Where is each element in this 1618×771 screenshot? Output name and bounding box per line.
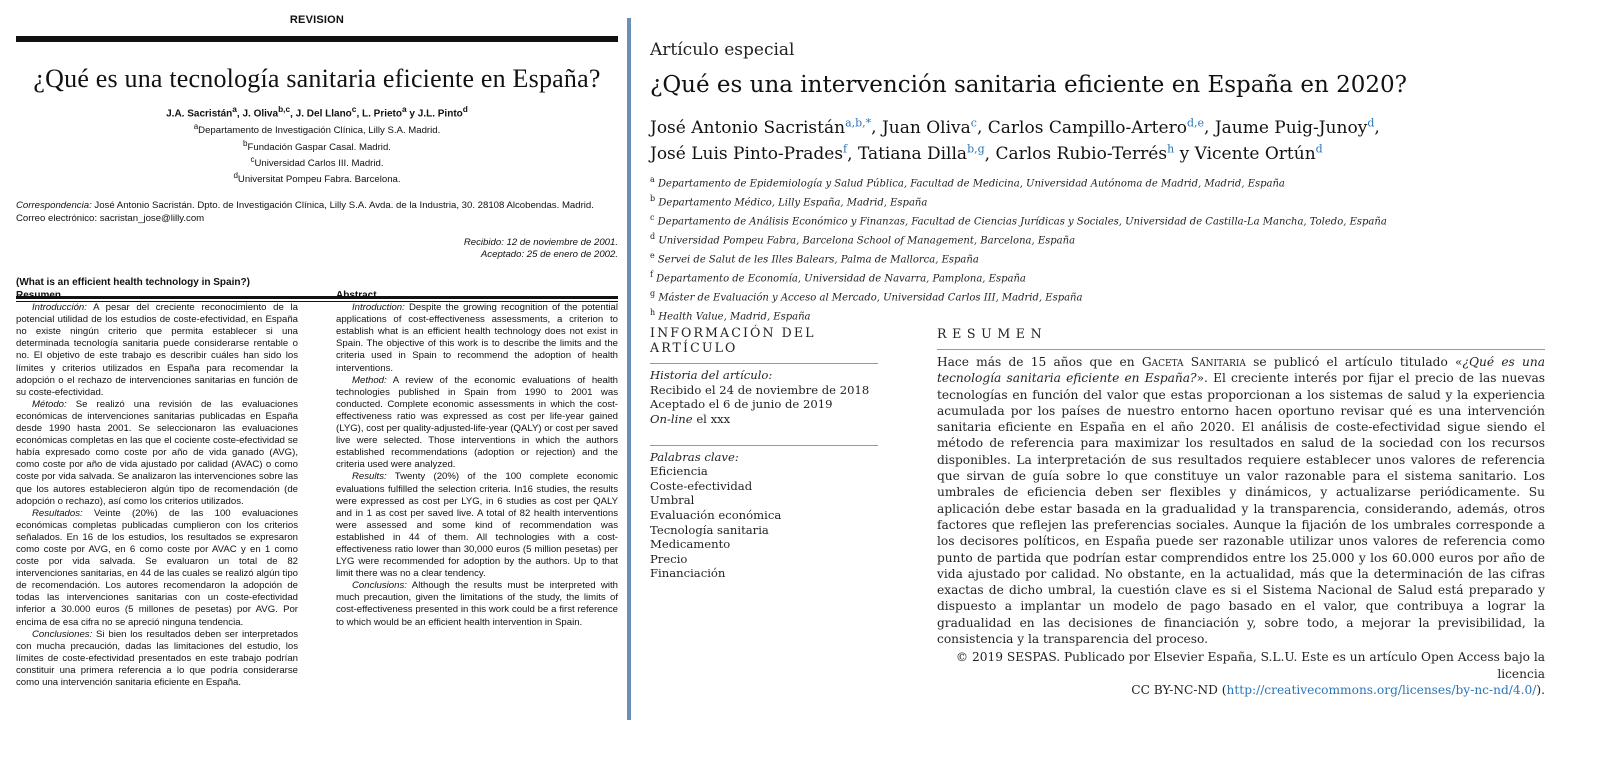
affiliation: $^e$ Servei de Salut de les Illes Balears, Palma de Mallorca, España	[650, 251, 979, 266]
divider-line	[650, 445, 878, 446]
author: Jaume Puig-Junoy$^d$	[1214, 116, 1375, 138]
left-paper-page	[16, 0, 618, 771]
keyword: Umbral	[650, 493, 695, 508]
keyword: Coste-efectividad	[650, 478, 753, 493]
right-paper-title: ¿Qué es una intervención sanitaria eficiente en España en 2020?	[650, 72, 1407, 98]
author: Tatiana Dilla$^{b,g}$	[857, 142, 985, 165]
english-title: (What is an efficient health technology in Spain?)	[16, 277, 250, 289]
resumen-paragraph: Método: Se realizó una revisión de las evaluaciones económicas de intervenciones sanitarias publicadas en España desde 1990 hasta 2001. Se seleccionaron las evaluaciones económicas completas en las que el cociente coste-efectividad se había expresado como coste por año de vida ganado (AVG), como coste por año de vida ajustado por calidad (AVAC) o como coste por vida salvada. Se analizaron las intervenciones sobre las que los autores establecieron algún tipo de recomendación (de adopción o rechazo), así como los criterios utilizados.	[16, 398, 298, 507]
license-link[interactable]: http://creativecommons.org/licenses/by-nc-nd/4.0/	[1226, 682, 1537, 697]
left-paper-authors: J.A. Sacristán$^a$, J. Oliva$^{b,c}$, J. Del Llano$^c$, L. Prieto$^a$ y J.L. Pinto$^d$	[166, 104, 468, 120]
article-info-heading: INFORMACIÓN DEL ARTÍCULO	[650, 325, 816, 355]
keyword: Financiación	[650, 566, 726, 581]
header-rule	[16, 36, 618, 42]
keyword: Precio	[650, 551, 688, 566]
abstract-paragraph: Method: A review of the economic evaluations of health technologies published in Spain from 1990 to 2001 was conducted. Complete economic assessments in which the cost-effectiveness ratio was expressed as cost per life-year gained (LYG), cost per quality-adjusted-life-year (QALY) or cost per saved live were selected. Those interventions in which the authors established recommendations (adoption or rejection) and the criteria used were analyzed.	[336, 374, 618, 471]
left-dates: Recibido: 12 de noviembre de 2001. Aceptado: 25 de enero de 2002.	[463, 237, 618, 261]
abstract-paragraph: Introduction: Despite the growing recognition of the potential applications of cost-effectiveness assessments, a criterion to establish what is an efficient health technology does not exist in Spain. The objective of this work is to describe the limits and the criteria used in Spain to recommend the adoption of health interventions.	[336, 302, 618, 374]
resumen-section	[937, 326, 1545, 698]
left-abstract-columns	[16, 290, 618, 689]
divider-line	[937, 349, 1545, 350]
right-paper-page	[650, 0, 1545, 771]
copyright-notice: © 2019 SESPAS. Publicado por Elsevier España, S.L.U. Este es un artículo Open Access bajo la licencia CC BY-NC-ND (http://creativecommons.org/licenses/by-nc-nd/4.0/).	[955, 650, 1545, 697]
right-paper-affiliations	[650, 173, 1545, 324]
section-label: REVISION	[289, 14, 345, 26]
resumen-paragraph: Introducción: A pesar del creciente reconocimiento de la potencial utilidad de los estudios de coste-efectividad, en España no existe ningún criterio que permita establecer si una determinada tecnología sanitaria puede considerarse rentable o no. El objetivo de este trabajo es describir cuáles han sido los límites y criterios utilizados en España para recomendar la adopción o el rechazo de intervenciones sanitarias en función de su coste-efectividad.	[16, 302, 298, 398]
abstract-paragraph: Conclusions: Although the results must be interpreted with much precaution, given the limitations of the study, the limits of cost-effectiveness presented in this work could be a first reference to which would be an efficient health intervention in Spain.	[336, 580, 618, 628]
keyword: Tecnología sanitaria	[650, 522, 769, 537]
affiliation: $^c$ Departamento de Análisis Económico y Finanzas, Facultad de Ciencias Jurídicas y Sociales, Universidad de Castilla-La Mancha, Toledo, España	[650, 213, 1387, 228]
resumen-column	[16, 290, 298, 689]
received-date: Recibido el 24 de noviembre de 2018	[650, 382, 870, 397]
affiliation: $^b$Fundación Gaspar Casal. Madrid.	[243, 138, 391, 153]
article-info	[650, 326, 878, 581]
right-paper-authors: José Antonio Sacristán$^{a,b,*}$, Juan Oliva$^c$, Carlos Campillo-Artero$^{d,e}$, Jaume Puig-Junoy$^d$, José Luis Pinto-Prades$^f$, Tatiana Dilla$^{b,g}$, Carlos Rubio-Terrés$^h$ y Vicente Ortún$^d$	[650, 116, 1380, 165]
accepted-date: Aceptado el 6 de junio de 2019	[650, 397, 833, 412]
resumen-paragraph: Hace más de 15 años que en Gaceta Sanitaria se publicó el artículo titulado «¿Qué es una tecnología sanitaria eficiente en España?». El creciente interés por fijar el precio de las nuevas tecnologías en función del valor que estas proporcionan a los sistemas de salud y la experiencia acumulada por los países de nuestro entorno hacen oportuno revisar qué es una intervención sanitaria eficiente en España en el año 2020. El análisis de coste-efectividad sigue siendo el método de referencia para maximizar los resultados en salud de la sociedad con los recursos disponibles. La interpretación de sus resultados requiere establecer unos valores de referencia que sirvan de guía sobre lo que constituye un valor razonable para el sistema sanitario. Los umbrales de eficiencia deben ser flexibles y dinámicos, y actualizarse periódicamente. Su aplicación debe estar basada en la gradualidad y la transparencia, considerando, además, otros factores que reflejen las preferencias sociales. Aunque la fijación de los umbrales corresponde a los decisores políticos, en España puede ser razonable utilizar unos valores de referencia como punto de partida que podrían estar comprendidos entre los 25.000 y los 60.000 euros por año de vida ajustado por calidad. No obstante, en la actualidad, más que la determinación de las cifras exactas de dicho umbral, la cuestión clave es si el Sistema Nacional de Salud está preparado y dispuesto a implantar un modelo de pago basado en el valor, que contribuya a lograr la gradualidad en las decisiones de financiación y, sobre todo, a mejorar la previsibilidad, la consistencia y la transparencia del proceso.	[937, 355, 1545, 647]
author: José Luis Pinto-Prades$^f$	[650, 142, 848, 165]
panel-divider	[627, 18, 631, 720]
affiliation: $^h$ Health Value, Madrid, España	[650, 307, 811, 323]
abstract-heading: Abstract	[336, 290, 377, 301]
article-type-label: Artículo especial	[650, 40, 795, 60]
affiliation: $^f$ Departamento de Economía, Universidad de Navarra, Pamplona, España	[650, 269, 1026, 285]
online-date: On-line el xxx	[650, 411, 731, 426]
author: Carlos Rubio-Terrés$^h$	[995, 142, 1175, 165]
email: Correo electrónico: sacristan_jose@lilly.com	[16, 212, 205, 224]
left-paper-title: ¿Qué es una tecnología sanitaria eficiente en España?	[33, 64, 601, 93]
abstract-column	[336, 290, 618, 689]
keyword: Evaluación económica	[650, 507, 782, 522]
left-paper-affiliations	[16, 121, 618, 186]
affiliation: $^c$Universidad Carlos III. Madrid.	[250, 154, 384, 169]
affiliation: $^g$ Máster de Evaluación y Acceso al Mercado, Universidad Carlos III, Madrid, España	[650, 288, 1083, 304]
keywords-label: Palabras clave:	[650, 449, 739, 464]
author: Carlos Campillo-Artero$^{d,e}$	[987, 116, 1204, 138]
keyword: Medicamento	[650, 537, 731, 552]
affiliation: $^d$ Universidad Pompeu Fabra, Barcelona School of Management, Barcelona, España	[650, 232, 1076, 247]
author: Juan Oliva$^c$	[881, 116, 977, 138]
affiliation: $^b$ Departamento Médico, Lilly España, Madrid, España	[650, 194, 928, 209]
resumen-paragraph: Conclusiones: Si bien los resultados deben ser interpretados con mucha precaución, dadas las limitaciones del estudio, los límites de coste-efectividad presentados en este trabajo podrían constituir una primera referencia a lo que podría considerarse como una intervención sanitaria eficiente en España.	[16, 628, 298, 688]
resumen-heading: RESUMEN	[937, 326, 1048, 341]
affiliation: $^a$Departamento de Investigación Clínica, Lilly S.A. Madrid.	[193, 122, 441, 137]
author: José Antonio Sacristán$^{a,b,*}$	[650, 116, 872, 138]
keyword: Eficiencia	[650, 464, 708, 479]
history-label: Historia del artículo:	[650, 368, 773, 383]
author: y Vicente Ortún$^d$	[1179, 142, 1323, 165]
abstract-paragraph: Results: Twenty (20%) of the 100 complete economic evaluations fulfilled the selection criteria. In16 studies, the results were expressed as cost per LYG, in 6 studies as cost per QALY and in 1 as cost per saved live. A total of 82 health interventions were assessed and some kind of recommendation was established in 44 of them. All technologies with a cost-effectiveness ratio lower than 30,000 euros (5 million pesetas) per LYG were recommended for adoption by the authors. Up to that limit there was no a clear tendency.	[336, 471, 618, 580]
resumen-heading: Resumen	[16, 290, 62, 301]
affiliation: $^a$ Departamento de Epidemiología y Salud Pública, Facultad de Medicina, Universidad Autónoma de Madrid, Madrid, España	[650, 175, 1285, 190]
divider-line	[650, 363, 878, 364]
affiliation: $^d$Universitat Pompeu Fabra. Barcelona.	[233, 170, 401, 186]
correspondence: Correspondencia: José Antonio Sacristán. Dpto. de Investigación Clínica, Lilly S.A. Avda. de la Industria, 30. 28108 Alcobendas. Madrid. Correo electrónico: sacristan_jose@lilly.com	[16, 200, 594, 224]
resumen-paragraph: Resultados: Veinte (20%) de las 100 evaluaciones económicas completas publicadas cumplieron con los criterios señalados. En 16 de los estudios, los resultados se expresaron como coste por AVG, en 6 como coste por AVAC y en 1 como coste por vida salvada. Se evaluaron un total de 82 intervenciones sanitarias, en 44 de las cuales se realizó algún tipo de recomendación. Los autores recomendaron la adopción de todas las intervenciones sanitarias con un coste-efectividad inferior a 30.000 euros (5 millones de pesetas) por AVG. Por encima de esa cifra no se apreció ninguna tendencia.	[16, 507, 298, 628]
